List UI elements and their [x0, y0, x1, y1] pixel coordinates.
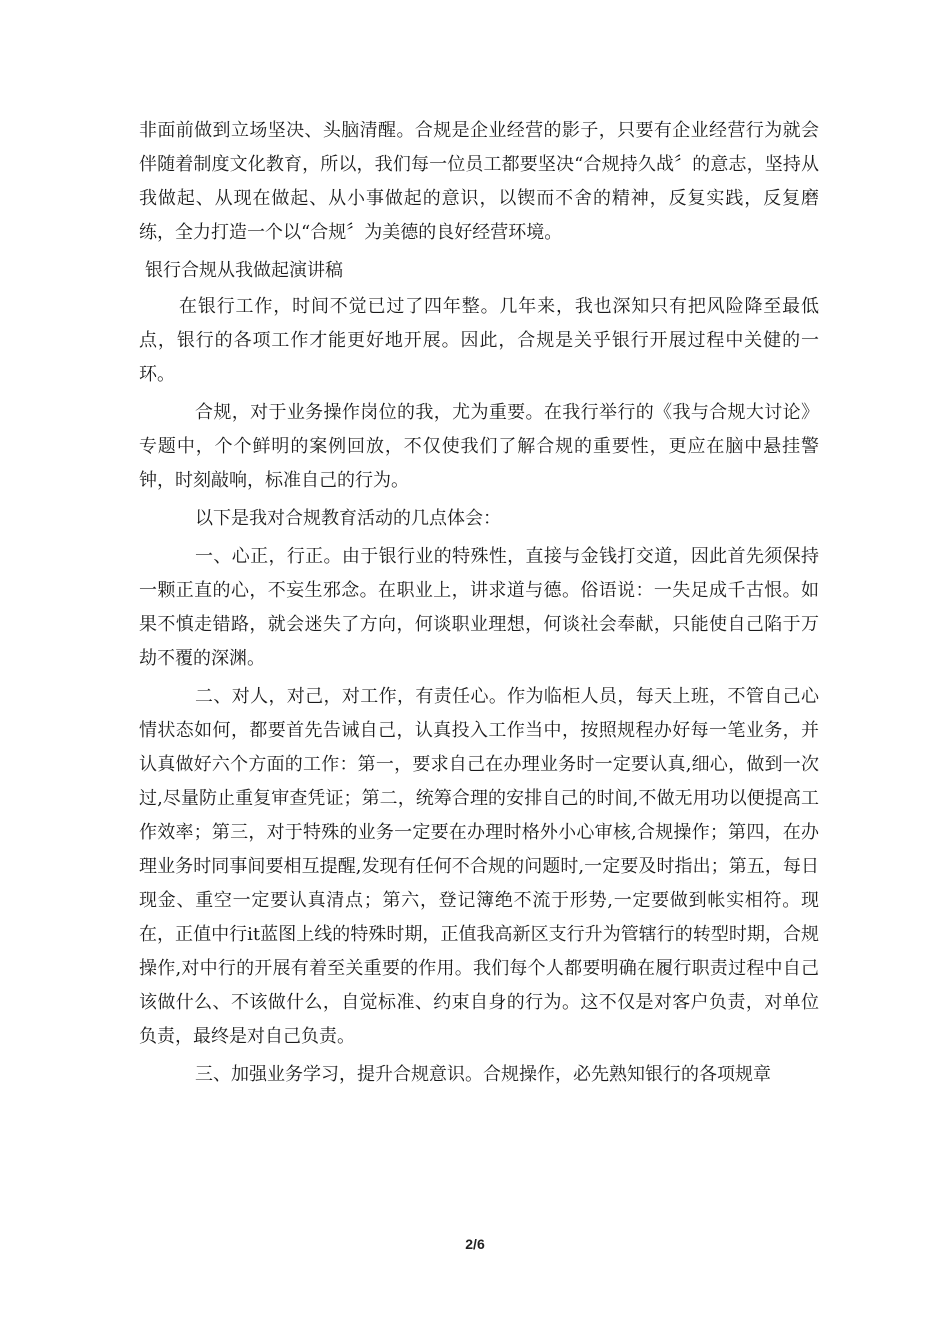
paragraph-point-one: 一、心正，行正。由于银行业的特殊性，直接与金钱打交道，因此首先须保持一颗正直的心，不妄生邪念。在职业上，讲求道与德。俗语说：一失足成千古恨。如果不慎走错路，就会迷失了方向，何谈职业理想，何谈社会奉献，只能使自己陷于万劫不覆的深渊。	[139, 546, 819, 669]
paragraph-lead: 以下是我对合规教育活动的几点体会：	[195, 508, 501, 529]
paragraph-point-three: 三、加强业务学习，提升合规意识。合规操作，必先熟知银行的各项规章	[195, 1064, 771, 1085]
paragraph-continuation: 非面前做到立场坚决、头脑清醒。合规是企业经营的影子，只要有企业经营行为就会伴随着制度文化教育，所以，我们每一位员工都要坚决“合规持久战〞的意志，坚持从我做起、从现在做起、从小事做起的意识，以锲而不舍的精神，反复实践，反复磨练，全力打造一个以“合规〞为美德的良好经营环境。	[139, 120, 819, 243]
paragraph-intro: 在银行工作，时间不觉已过了四年整。几年来，我也深知只有把风险降至最低点，银行的各项工作才能更好地开展。因此，合规是关乎银行开展过程中关健的一环。	[139, 296, 819, 385]
paragraph-point-two: 二、对人，对己，对工作，有责任心。作为临柜人员，每天上班，不管自己心情状态如何，都要首先告诫自己，认真投入工作当中，按照规程办好每一笔业务，并认真做好六个方面的工作：第一，要求自己在办理业务时一定要认真,细心，做到一次过,尽量防止重复审查凭证；第二，统筹合理的安排自己的时间,不做无用功以便提高工作效率；第三，对于特殊的业务一定要在办理时格外小心审核,合规操作；第四，在办理业务时同事间要相互提醒,发现有任何不合规的问题时,一定要及时指出；第五，每日现金、重空一定要认真清点；第六，登记簿绝不流于形势,一定要做到帐实相符。现在，正值中行it蓝图上线的特殊时期，正值我高新区支行升为管辖行的转型时期，合规操作,对中行的开展有着至关重要的作用。我们每个人都要明确在履行职责过程中自己该做什么、不该做什么，自觉标准、约束自身的行为。这不仅是对客户负责，对单位负责，最终是对自己负责。	[139, 686, 819, 1047]
document-body	[139, 114, 819, 1092]
page-number: 2/6	[465, 1236, 485, 1252]
speech-title: 银行合规从我做起演讲稿	[145, 260, 343, 281]
paragraph-compliance: 合规，对于业务操作岗位的我，尤为重要。在我行举行的《我与合规大讨论》专题中，个个鲜明的案例回放，不仅使我们了解合规的重要性，更应在脑中悬挂警钟，时刻敲响，标准自己的行为。	[139, 402, 819, 491]
